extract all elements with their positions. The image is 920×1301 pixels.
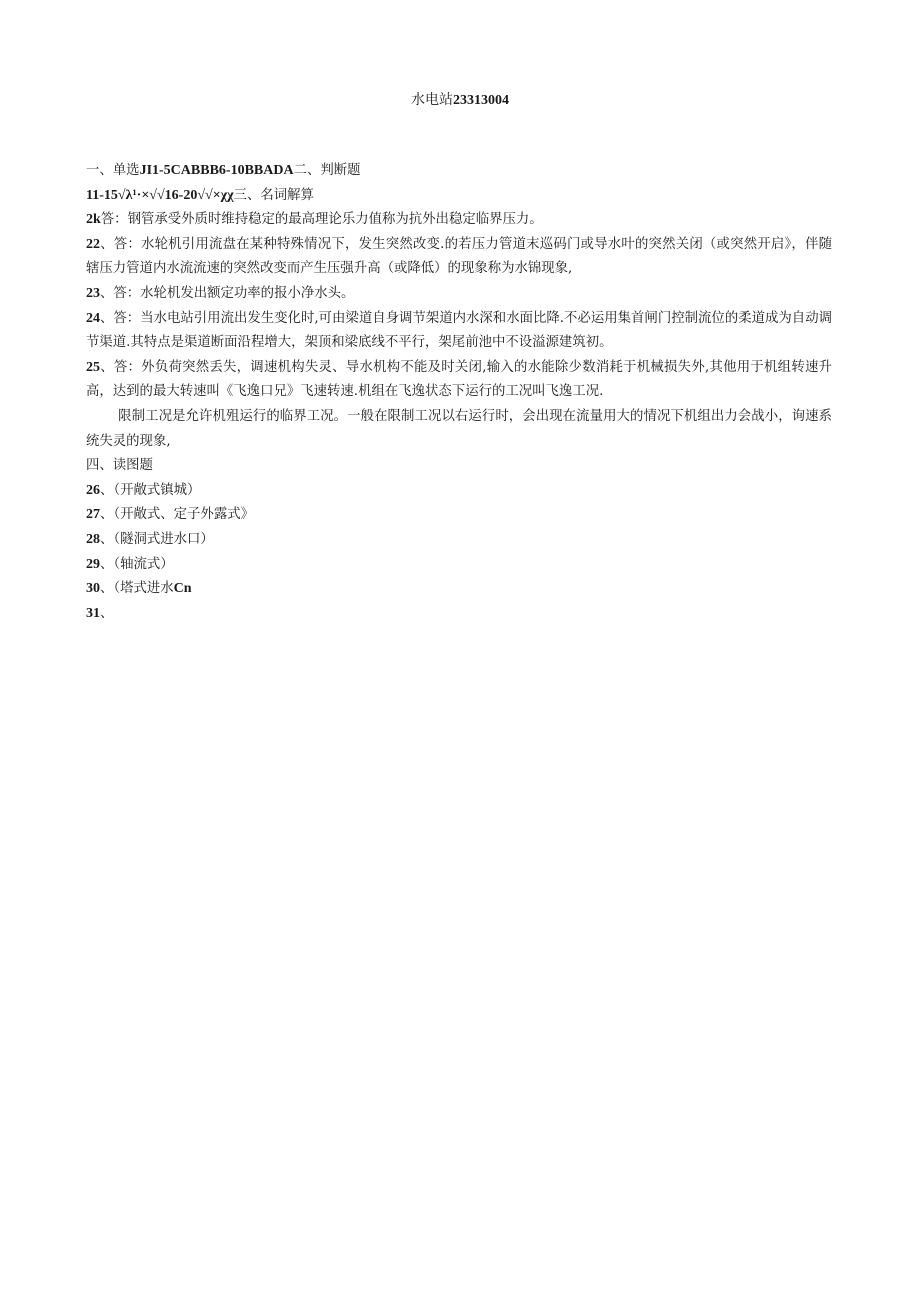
question-number: 29 [86,556,100,572]
answer-text: 、答：当水电站引用流出发生变化时,可由梁道自身调节架道内水深和水面比降.不必运用集首闸门控制流位的柔道成为自动调节渠道.其特点是渠道断面沿程增大，架顶和梁底线不平行，架尾前池中不设溢源建筑初。 [86,310,832,351]
question-number: 28 [86,531,100,547]
section-4-heading [86,454,832,479]
answer-text: 、答：外负荷突然丢失，调速机构失灵、导水机构不能及时关闭,输入的水能除少数消耗于机械损失外,其他用于机组转速升高，达到的最大转速叫《飞逸口兄》飞速转速.机组在飞逸状态下运行的工况叫飞逸工况. [86,359,832,400]
question-number: 27 [86,507,100,523]
answer-26 [86,479,832,504]
answer-27 [86,503,832,528]
answer-text: 限制工况是允许机殂运行的临界工况。一般在限制工况以右运行时，会出现在流量用大的情况下机组出力会战小，询速系统失灵的现象, [86,408,832,449]
answer-24 [86,307,832,356]
answer-text: 、答：水轮机发出额定功率的报小净水头。 [100,285,355,301]
question-number: 24 [86,310,100,326]
title-prefix: 水电站 [411,92,453,108]
question-number: 22 [86,236,100,252]
section-1-line [86,159,832,184]
answer-31 [86,602,832,627]
answer-text-suffix: Cn [173,581,192,597]
page-title [0,90,920,111]
answer-text: 、答：水轮机引用流盘在某种特殊情况下，发生突然改变.的若压力管道末巡码门或导水叶的突然关闭（或突然开启》，伴随辖压力管道内水流流速的突然改变而产生压强升高（或降低）的现象称为水锦现象, [86,236,832,277]
section-2-heading: 二、判断题 [293,163,361,178]
answer-28 [86,528,832,553]
judgement-range: 11-15 [86,187,118,203]
answer-23 [86,282,832,307]
answer-text: 、（开敞式镇城） [100,482,201,498]
answer-25-continued [86,405,832,454]
question-number: 26 [86,482,100,498]
answer-text: 、（塔式进水 [100,581,174,597]
section-2-line [86,184,832,209]
single-choice-answers: JI1-5CABBB6-10BBADA [139,163,294,178]
answer-21 [86,208,832,233]
section-1-heading: 一、单选 [86,163,140,178]
judgement-answers: √λ¹·×√√16-20√√×χχ [117,187,234,203]
answer-30 [86,577,832,602]
title-code: 23313004 [453,93,509,108]
answer-text: 、 [100,605,114,621]
question-number: 31 [86,605,100,621]
answer-body [86,159,832,626]
question-number: 2k [86,212,101,228]
answer-29 [86,553,832,578]
question-number: 23 [86,285,100,301]
section-4-label: 四、读图题 [86,458,153,474]
answer-22 [86,233,832,282]
question-number: 30 [86,581,100,597]
answer-text: 、（开敞式、定子外露式》 [100,507,254,523]
answer-text: 答：钢管承受外质时维持稳定的最高理论乐力值称为抗外出稳定临界压力。 [100,212,543,228]
answer-text: 、（隧洞式进水口） [100,531,214,547]
section-3-heading: 三、名词解算 [233,187,314,203]
answer-25 [86,356,832,405]
answer-text: 、（轴流式） [100,556,174,572]
question-number: 25 [86,359,100,375]
